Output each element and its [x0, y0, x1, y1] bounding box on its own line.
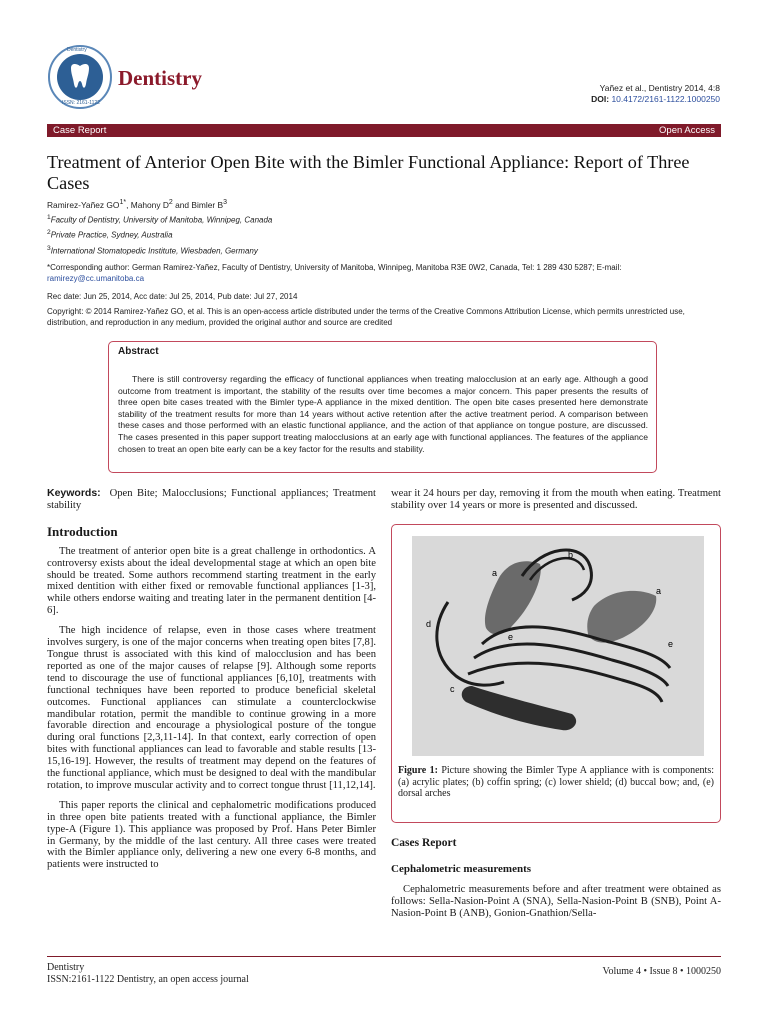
right-column-bottom	[391, 838, 721, 928]
authors: Ramirez-Yañez $GO^{1*}$, Mahony $D^2$ and Bimler $B^3$	[47, 199, 227, 210]
journal-name: Dentistry	[118, 66, 202, 90]
cephalometric-heading: Cephalometric measurements	[391, 862, 532, 875]
label-c: c	[450, 684, 455, 694]
abstract-text: There is still controversy regarding the efficacy of functional appliances when treating malocclusion at an early age. Although a good outcome from treatment is important, the stability of the results over time becomes a major concern. This paper presents the results of three open bite cases treated with the Bimler type-A appliance in the mixed dentition. The open bite cases presented here demonstrate stability of the treatment results for more than 14 years without active retention after the active treatment period. A comparison between these cases and those performed with an elastic functional appliance, and the action of that appliance on tongue posture, are discussed. The cases presented in this paper support treating malocclusions at an early age with functional appliances. The features of the appliance chosen to treat an open bite early can be a key factor for the results and stability.	[118, 374, 648, 454]
corresponding-author: *Corresponding author: German Ramirez-Yañez, Faculty of Dentistry, University of Manitoba, Winnipeg, Manitoba R3E 0W2, Canada, Tel: 1 289 430 5287; E-mail: ramirezy@cc.umanitoba.ca	[47, 263, 622, 283]
email-link[interactable]: ramirezy@cc.umanitoba.ca	[47, 274, 145, 283]
article-title: Treatment of Anterior Open Bite with the Bimler Functional Appliance: Report of Three Cases	[47, 152, 690, 193]
doi-label: DOI:	[591, 94, 610, 104]
affiliation-1: $^1$Faculty of Dentistry, University of Manitoba, Winnipeg, Canada	[47, 214, 273, 225]
label-a-left: a	[492, 568, 498, 578]
ribbon-case-report: Case Report	[53, 125, 107, 136]
figure-1-caption: Figure 1: Picture showing the Bimler Type A appliance with is components: (a) acrylic plates; (b) coffin spring; (c) lower shield; (d) buccal bow; and, (e) dorsal arches	[398, 765, 715, 799]
ribbon-open-access: Open Access	[659, 125, 715, 136]
label-d: d	[426, 619, 432, 629]
keywords: Keywords: Open Bite; Malocclusions; Functional appliances; Treatment stability	[47, 487, 376, 511]
logo-top-text: Dentistry	[67, 47, 87, 53]
intro-paragraph-2: The high incidence of relapse, even in those cases where treatment involves surgery, is one of the major concerns when treating open bites [7,8]. Tongue thrust is associated with this kind of malocclusion and has been reported as one of the major causes of relapse [9]. Although some reports tend to discourage the use of functional appliances [6,10], treatments with functional techniques have been reported to produce beneficial skeletal outcomes. Functional appliances can stimulate a counterclockwise mandibular rotation, permit the mandible to continue growing in a more favorable direction and encourage a physiological posture of the tongue during oral functions [2,3,11-14]. In that context, early correction of open bites with functional appliances can lead to favorable and stable results [13-15,16-19]. However, the results of treatment may depend on the features of the functional appliance, which must be designed to deal with the mandibular rotation, to improve muscular activity and to correct tongue thrust [11,12,14].	[47, 625, 376, 791]
affiliation-3: $^3$International Stomatopedic Institute, Wiesbaden, Germany	[47, 245, 258, 256]
label-e-left: e	[508, 632, 514, 642]
citation-block	[591, 83, 720, 105]
doi-link[interactable]: 10.4172/2161-1122.1000250	[611, 94, 720, 104]
label-e-right: e	[668, 639, 674, 649]
left-column	[47, 488, 376, 879]
introduction-heading: Introduction	[47, 523, 118, 539]
abstract-heading: Abstract	[118, 346, 159, 357]
appliance-photo	[412, 536, 704, 756]
intro-paragraph-1: The treatment of anterior open bite is a great challenge in orthodontics. A controversy exists about the ideal developmental stage at which an open bite should be treated. Some authors recommend starting treatment in the early mixed dentition with either fixed or removable functional appliances [1-3], while others endorse waiting and treating later in the permanent dentition [4-6].	[47, 545, 376, 617]
affiliation-2: $^2$Private Practice, Sydney, Australia	[47, 229, 173, 240]
cephalometric-paragraph: Cephalometric measurements before and after treatment were obtained as follows: Sella-Nasion-Point A (SNA), Sella-Nasion-Point B (SNB), Point A-Nasion-Point B (ANB), Gonion-Gnathion/Sella-	[391, 883, 721, 919]
label-a-right: a	[656, 586, 662, 596]
right-column-top	[391, 488, 721, 512]
footer-left: Dentistry ISSN:2161-1122 Dentistry, an open access journal	[47, 962, 249, 985]
intro-paragraph-3: This paper reports the clinical and cephalometric modifications produced in three open bite patients treated with a functional appliance, the Bimler type-A (Figure 1). This appliance was proposed by Prof. Hans Peter Bimler in Germany, by the middle of the last century. All three cases were treated with the Bimler appliance only, delivering a new one every 6-8 months, and patients were instructed to	[47, 799, 376, 871]
article-type-ribbon	[47, 124, 721, 137]
citation: Yañez et al., Dentistry 2014, 4:8	[599, 83, 720, 93]
label-b: b	[568, 550, 574, 560]
copyright: Copyright: © 2014 Ramirez-Yañez GO, et al. This is an open-access article distributed under the terms of the Creative Commons Attribution License, which permits unrestricted use, distribution, and reproduction in any medium, provided the original author and source are credited	[47, 307, 685, 327]
cases-report-heading: Cases Report	[391, 837, 457, 849]
logo-issn: ISSN: 2161-1122	[62, 100, 100, 106]
tooth-icon	[57, 54, 103, 100]
dates: Rec date: Jun 25, 2014, Acc date: Jul 25, 2014, Pub date: Jul 27, 2014	[47, 292, 298, 301]
intro-continued: wear it 24 hours per day, removing it from the mouth when eating. Treatment stability over 14 years or more is presented and discussed.	[391, 488, 721, 511]
footer-volume: Volume 4 • Issue 8 • 1000250	[602, 966, 721, 977]
footer-rule	[47, 956, 721, 957]
